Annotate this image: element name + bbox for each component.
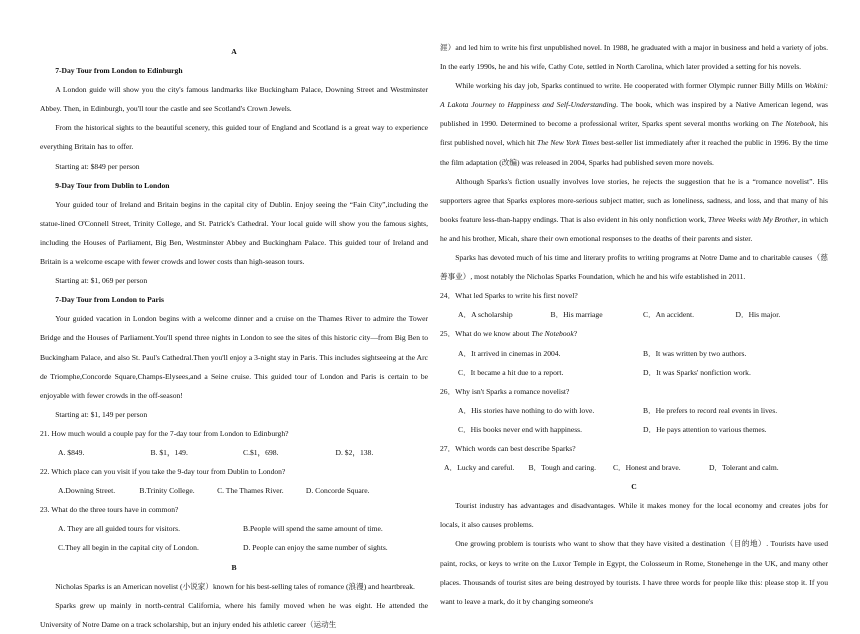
- section-a-heading: A: [231, 47, 237, 56]
- question-27-options: [440, 458, 828, 477]
- option-d: D．He pays attention to various themes.: [643, 424, 767, 434]
- section-b-heading: B: [231, 562, 237, 572]
- option-d: D. $2，138.: [335, 447, 374, 457]
- option-c: C.$1，698.: [243, 447, 279, 457]
- option-d: D．His major.: [735, 310, 781, 320]
- b-paragraph-4: Although Sparks's fiction usually involves love stories, he rejects the suggestion that he is a “romance novelist”. His supporters agree that Sparks explores more-serious subject matter, such as loneliness, sadness, and loss, and that many of his books feature less-than-happy endings. That is also evident in his only nonfiction work, Three Weeks with My Brother, in which he and his brother, Micah, share their own emotional responses to the deaths of their parents and sister.: [440, 176, 828, 243]
- question-24-options: [440, 305, 828, 324]
- option-a: A.Downing Street.: [58, 486, 116, 496]
- option-b: B．His marriage: [550, 310, 603, 320]
- option-c: C．It became a hit due to a report.: [458, 367, 564, 377]
- tour3-price: Starting at: $1, 149 per person: [55, 409, 148, 419]
- question-25-options-cd: [440, 363, 828, 382]
- c-paragraph-2: One growing problem is tourists who want to show that they have visited a destination（目的地）. Tourists have used paint, rocks, or keys to write on the Luxor Temple in Egypt, the Colosseum in Rome, Stonehenge in the UK, and many other places. Thousands of tourist sites are being destroyed by tourists. I have three words for people like this: please stop it. If you want to leave a mark, do it by changing someone's: [440, 539, 828, 606]
- b-paragraph-2-continued: 涯）and led him to write his first unpublished novel. In 1988, he graduated with a major in business and held a variety of jobs. In the early 1990s, he and his wife, Cathy Cote, settled in North Carolina, which later provided a setting for his novels.: [440, 43, 828, 72]
- option-c: C．His books never end with happiness.: [458, 424, 583, 434]
- option-b: B. $1，149.: [150, 447, 188, 457]
- question-26-options-ab: [440, 401, 828, 420]
- option-a: A. They are all guided tours for visitors.: [58, 524, 180, 534]
- option-b: B.Trinity College.: [139, 486, 195, 496]
- tour1-paragraph-2: From the historical sights to the beautiful scenery, this guided tour of England and Scotland is a great way to experience everything Britain has to offer.: [40, 123, 428, 152]
- question-22-stem: 22. Which place can you visit if you take the 9-day tour from Dublin to London?: [40, 467, 286, 477]
- tour2-title: 9-Day Tour from Dublin to London: [55, 180, 170, 190]
- option-b: B．He prefers to record real events in lives.: [643, 405, 778, 415]
- option-a: A．A scholarship: [458, 310, 513, 320]
- b-paragraph-5: Sparks has devoted much of his time and literary profits to writing programs at Notre Dame and to charitable causes（慈善事业）, most notably the Nicholas Sparks Foundation, which he and his wife established in 2011.: [440, 253, 828, 282]
- question-26-options-cd: [440, 420, 828, 439]
- question-24-stem: 24．What led Sparks to write his first novel?: [440, 291, 578, 301]
- b-paragraph-3: While working his day job, Sparks continued to write. He cooperated with former Olympic runner Billy Mills on Wokini: A Lakota Journey to Happiness and Self-Understanding. The book, which was inspired by a Native American legend, was published in 1990. Determined to become a professional writer, Sparks spent several months working on The Notebook, his first published novel, which hit The New York Times best-seller list immediately after it reached the public in 1996. By the time the film adaptation (改编) was released in 2004, Sparks had published seven more novels.: [440, 81, 829, 167]
- tour3-paragraph: Your guided vacation in London begins with a welcome dinner and a cruise on the Thames River to admire the Tower Bridge and the Houses of Parliament.You'll spend three nights in London to see the sites of this historic city—from Big Ben to Buckingham Palace, and also St. Paul's Cathedral.Then you'll enjoy a 3-night stay in Paris. This includes sightseeing at the Arc de Triomphe,Concorde Square,Champs-Elysees,and a Seine cruise. This guided tour of London and Paris is certain to be enjoyable with fewer crowds in the off-season!: [40, 314, 428, 400]
- option-d: D. People can enjoy the same number of sights.: [243, 543, 388, 553]
- option-d: D. Concorde Square.: [305, 486, 370, 496]
- option-d: D．Tolerant and calm.: [708, 463, 779, 473]
- question-23-options-cd: [40, 538, 428, 557]
- option-d: D．It was Sparks' nonfiction work.: [643, 367, 751, 377]
- question-22-options: [40, 481, 428, 500]
- question-21-options: [40, 443, 428, 462]
- b-paragraph-1: Nicholas Sparks is an American novelist (小说家）known for his best-selling tales of romance (浪漫) and heartbreak.: [55, 581, 415, 591]
- tour3-title: 7-Day Tour from London to Paris: [55, 295, 164, 305]
- tour1-price: Starting at: $849 per person: [55, 161, 140, 171]
- option-a: A．Lucky and careful.: [444, 463, 515, 473]
- option-b: B．It was written by two authors.: [643, 348, 747, 358]
- option-c: C．An accident.: [643, 310, 695, 320]
- tour2-paragraph: Your guided tour of Ireland and Britain begins in the capital city of Dublin. Enjoy seeing the “Fain City”,including the statue-lined O'Connell Street, Trinity College, and St. Patrick's Cathedral. Your local guide will show you the famous sights, including the Houses of Parliament, Big Ben, Westminster Abbey and Buckingham Palace. This guided tour of Ireland and Britain is a welcome escape with fewer crowds and lower costs than high-season tours.: [40, 199, 428, 267]
- tour1-paragraph: A London guide will show you the city's famous landmarks like Buckingham Palace, Downing Street and Westminster Abbey. Then, in Edinburgh, you'll tour the castle and see Scotland's Crown Jewels.: [40, 85, 428, 114]
- question-26-stem: 26．Why isn't Sparks a romance novelist?: [440, 386, 570, 396]
- question-25-options-ab: [440, 344, 828, 363]
- tour2-price: Starting at: $1, 069 per person: [55, 276, 148, 286]
- option-a: A．It arrived in cinemas in 2004.: [458, 348, 561, 358]
- right-column: [440, 38, 828, 611]
- option-c: C. The Thames River.: [217, 486, 284, 496]
- option-b: B．Tough and caring.: [528, 463, 597, 473]
- b-paragraph-2: Sparks grew up mainly in north-central California, where his family moved when he was eight. He attended the University of Notre Dame on a track scholarship, but an injury ended his athletic career（运动生: [40, 600, 428, 629]
- option-c: C．Honest and brave.: [612, 463, 681, 473]
- question-23-stem: 23. What do the three tours have in common?: [40, 505, 179, 515]
- option-a: A. $849.: [58, 447, 85, 457]
- option-c: C.They all begin in the capital city of London.: [58, 543, 199, 553]
- option-b: B.People will spend the same amount of time.: [243, 524, 383, 534]
- tour1-title: 7-Day Tour from London to Edinburgh: [55, 66, 183, 76]
- section-c-heading: C: [631, 482, 637, 492]
- question-23-options-ab: [40, 519, 428, 538]
- c-paragraph-1: Tourist industry has advantages and disadvantages. While it makes money for the local economy and creates jobs for locals, it also causes problems.: [440, 501, 828, 530]
- left-column: [40, 42, 428, 634]
- question-27-stem: 27．Which words can best describe Sparks?: [440, 443, 576, 453]
- option-a: A．His stories have nothing to do with love.: [458, 405, 595, 415]
- question-21-stem: 21. How much would a couple pay for the 7-day tour from London to Edinburgh?: [40, 428, 289, 438]
- question-25-stem: 25．What do we know about The Notebook?: [440, 329, 578, 339]
